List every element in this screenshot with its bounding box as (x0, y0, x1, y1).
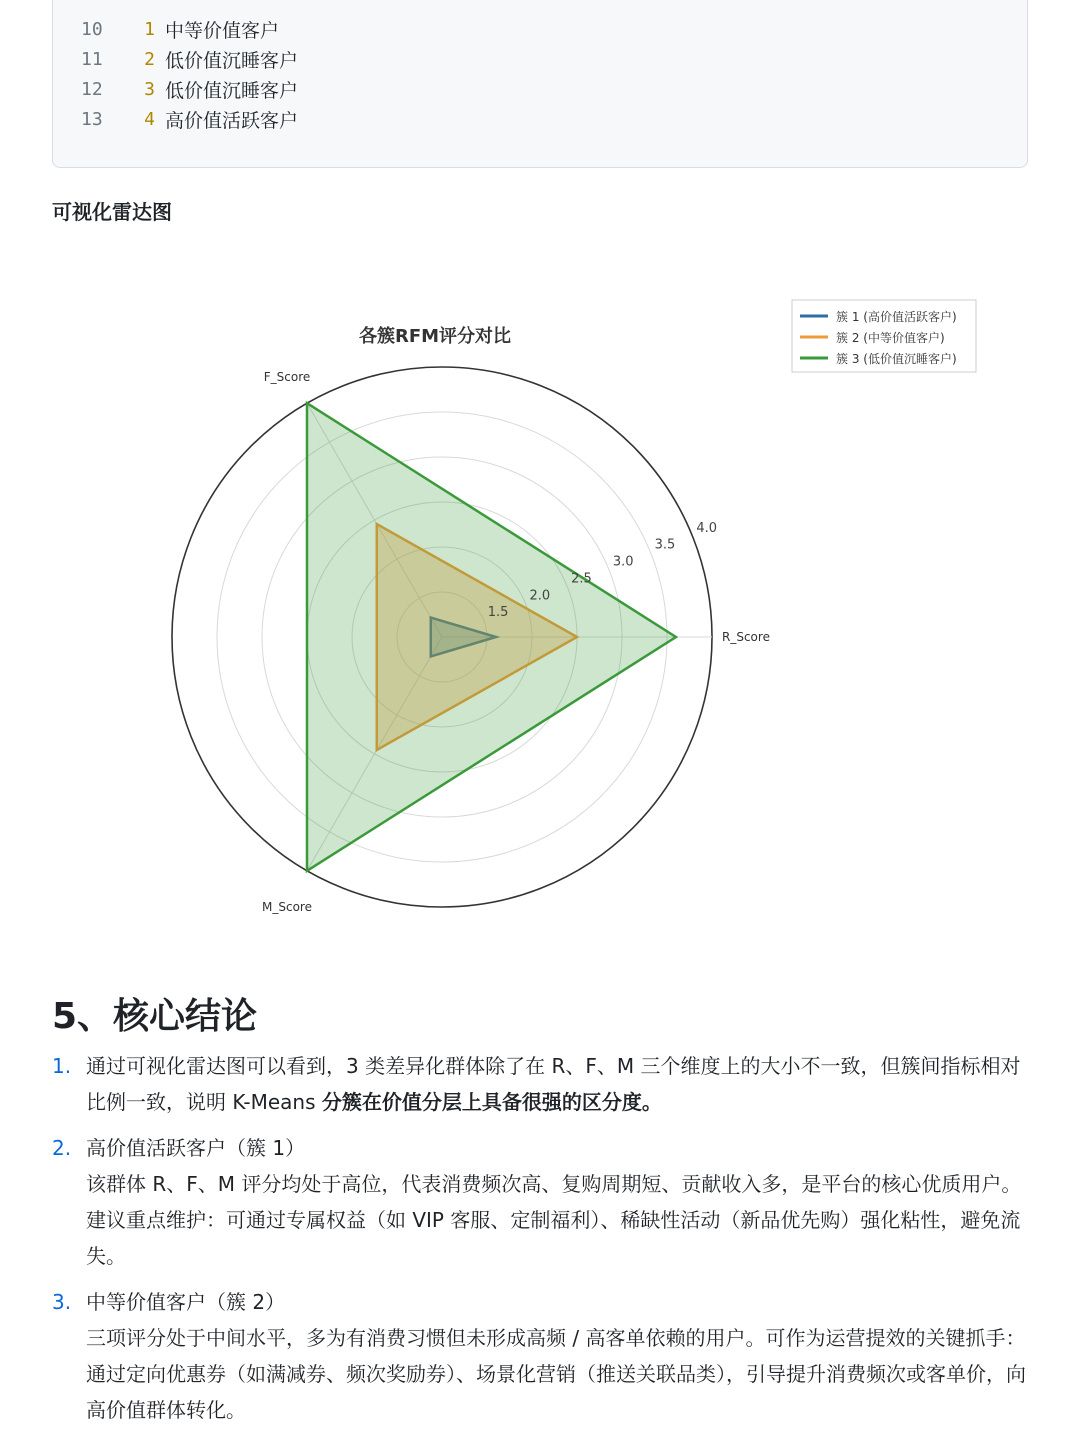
radial-tick-label: 2.0 (529, 588, 551, 604)
item-text: 该群体 R、F、M 评分均处于高位，代表消费频次高、复购周期短、贡献收入多，是平台的核心优质用户。建议重点维护：可通过专属权益（如 VIP 客服、定制福利）、稀缺性活动（新品优先购）强化粘性，避免流失。 (86, 1172, 1022, 1268)
list-item (52, 1130, 1032, 1274)
code-line (53, 14, 279, 44)
list-text (86, 1284, 1032, 1428)
axis-label: R_Score (722, 630, 770, 644)
list-item (52, 1284, 1032, 1428)
row-value: 低价值沉睡客户 (165, 79, 299, 102)
code-line (53, 104, 298, 134)
axis-label: F_Score (263, 370, 311, 385)
radial-tick-label: 4.0 (696, 520, 718, 536)
row-value: 高价值活跃客户 (165, 109, 299, 132)
item-title: 高价值活跃客户（簇 1） (86, 1136, 306, 1160)
radial-tick-label: 1.5 (487, 605, 509, 621)
list-number: 1. (52, 1054, 72, 1078)
code-line (53, 44, 298, 74)
row-index: 4 (144, 108, 155, 130)
radial-tick-label: 2.5 (571, 571, 592, 587)
line-number: 10 (81, 18, 103, 40)
radial-tick-label: 3.0 (612, 554, 634, 570)
list-number: 2. (52, 1136, 72, 1160)
line-number: 11 (81, 48, 103, 70)
conclusion-list (52, 1048, 1032, 1438)
row-index: 3 (144, 78, 155, 100)
code-block (52, 0, 1028, 168)
list-number: 3. (52, 1290, 72, 1314)
legend-label: 簇 1 (高价值活跃客户) (836, 310, 957, 324)
item-bold-text: 分簇在价值分层上具备很强的区分度。 (321, 1090, 662, 1114)
list-item (52, 1048, 1032, 1120)
radar-chart-svg (62, 252, 1022, 952)
section-label: 可视化雷达图 (52, 200, 172, 224)
row-index: 1 (144, 18, 155, 40)
chart-title: 各簇RFM评分对比 (358, 326, 512, 347)
row-value: 低价值沉睡客户 (165, 49, 299, 72)
series-polygon (307, 403, 676, 871)
list-text (86, 1048, 1032, 1120)
row-value: 中等价值客户 (165, 19, 280, 42)
line-number: 12 (81, 78, 103, 100)
item-title: 中等价值客户（簇 2） (86, 1290, 286, 1314)
radar-chart (62, 252, 1022, 952)
radial-tick-label: 3.5 (654, 537, 676, 553)
legend-label: 簇 2 (中等价值客户) (836, 331, 945, 345)
legend-label: 簇 3 (低价值沉睡客户) (836, 352, 957, 366)
section-heading: 5、核心结论 (52, 996, 258, 1037)
item-text: 通过可视化雷达图可以看到，3 类差异化群体除了在 R、F、M 三个维度上的大小不一致，但簇间指标相对比例一致，说明 K-Means (86, 1054, 1021, 1114)
row-index: 2 (144, 48, 155, 70)
list-text (86, 1130, 1032, 1274)
line-number: 13 (81, 108, 103, 130)
axis-label: M_Score (262, 899, 312, 914)
item-text: 三项评分处于中间水平，多为有消费习惯但未形成高频 / 高客单依赖的用户。可作为运营提效的关键抓手：通过定向优惠券（如满减券、频次奖励券）、场景化营销（推送关联品类），引导提升消费频次或客单价，向高价值群体转化。 (86, 1326, 1026, 1422)
code-line (53, 74, 298, 104)
